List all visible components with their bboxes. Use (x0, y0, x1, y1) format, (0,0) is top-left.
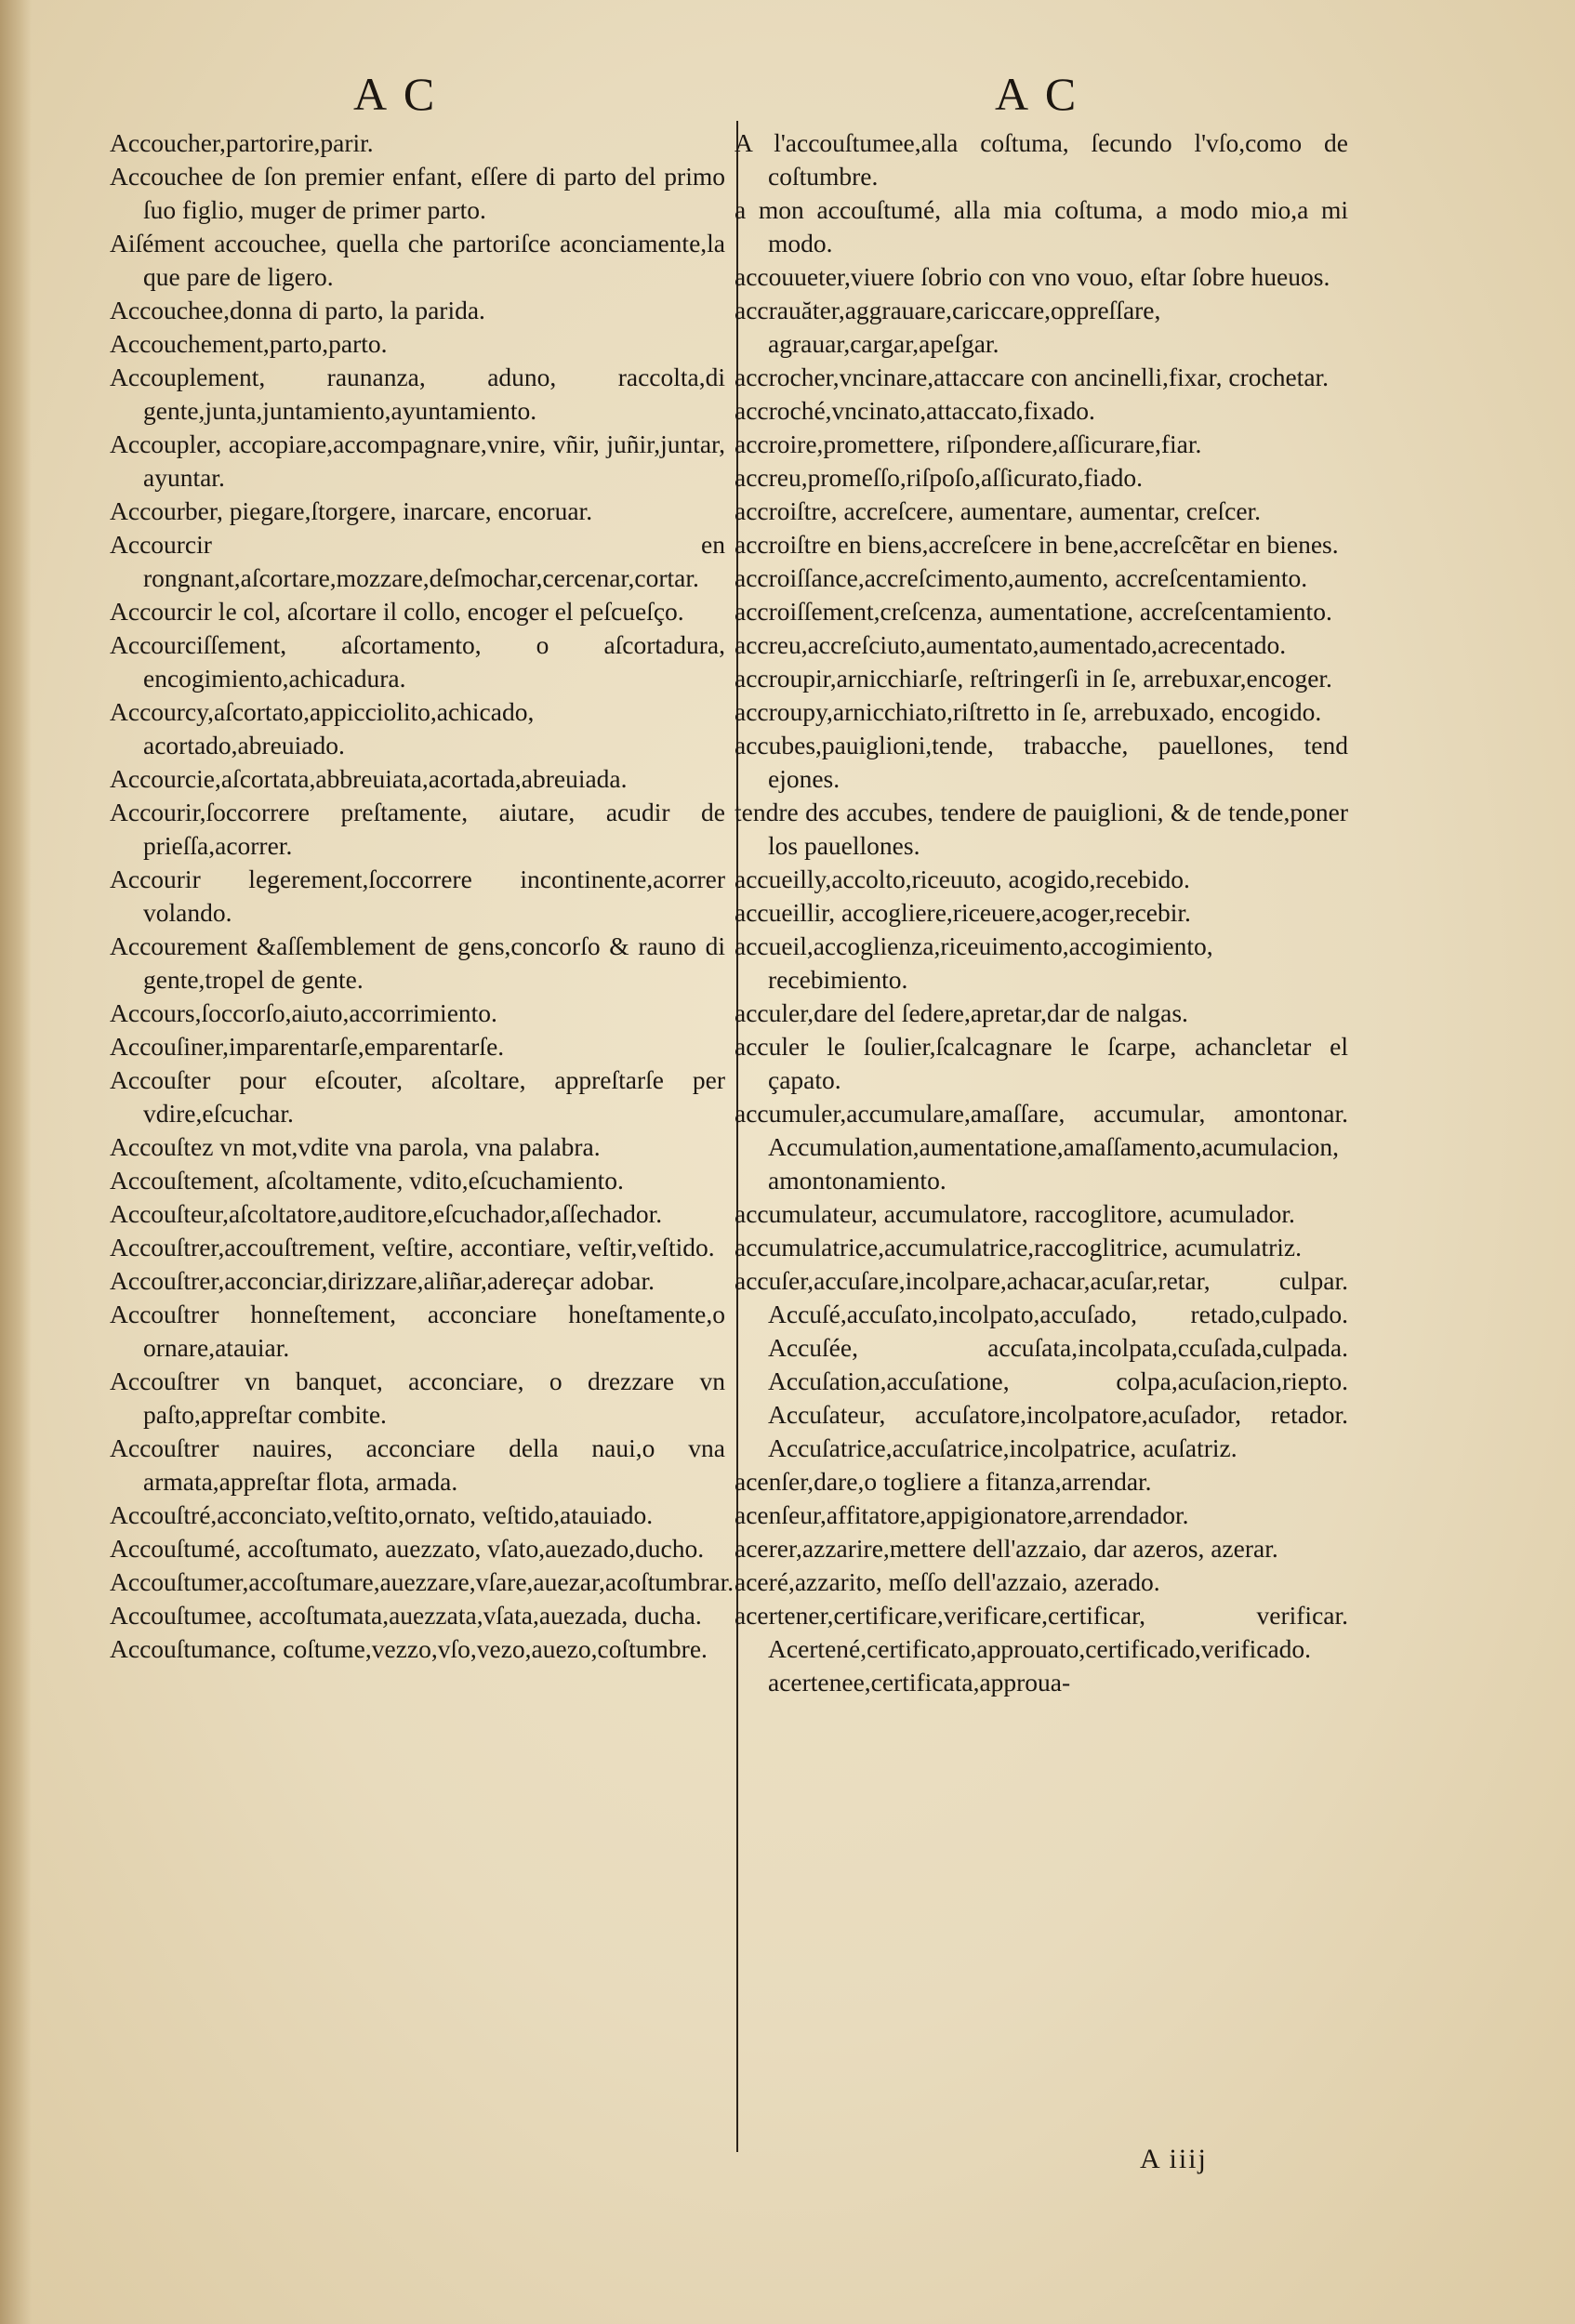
dictionary-entry: accumulateur, accumulatore, raccoglitore, acumulador. (735, 1199, 1295, 1228)
dictionary-entry: accroupir,arnicchiarſe, reſtringerſi in ſe, arrebuxar,encoger. (735, 664, 1332, 693)
dictionary-entry: Accouſteur,aſcoltatore,auditore,eſcuchador,aſſechador. (110, 1199, 663, 1228)
dictionary-entry: Accoucher,partorire,parir. (110, 128, 374, 157)
dictionary-entry: Accouchee de ſon premier enfant, eſſere di parto del primo ſuo figlio, muger de primer parto. (110, 162, 725, 224)
dictionary-entry: tendre des accubes, tendere de pauiglioni, & de tende,poner los pauellones. (735, 798, 1348, 860)
dictionary-entry: acenſer,dare,o togliere a fitanza,arrendar. (735, 1467, 1152, 1496)
left-column (110, 126, 735, 1666)
dictionary-entry: Accouſtumee, accoſtumata,auezzata,vſata,auezada, ducha. (110, 1601, 702, 1630)
dictionary-entry: Accourement &aſſemblement de gens,concorſo & rauno di gente,tropel de gente. (110, 931, 725, 994)
dictionary-entry: accroiſſance,accreſcimento,aumento, accreſcentamiento. (735, 563, 1308, 592)
running-head-left: A C (353, 68, 439, 120)
dictionary-entry: Accouſtrer,accouſtrement, veſtire, accontiare, veſtir,veſtido. (110, 1233, 715, 1261)
dictionary-entry: Accours,ſoccorſo,aiuto,accorrimiento. (110, 998, 497, 1027)
dictionary-entry: accueillir, accogliere,riceuere,acoger,recebir. (735, 898, 1191, 927)
dictionary-entry: accroiſtre, accreſcere, aumentare, aumentar, creſcer. (735, 496, 1262, 525)
dictionary-entry: accrauăter,aggrauare,cariccare,oppreſſare, agrauar,cargar,apeſgar. (735, 296, 1161, 358)
dictionary-entry: accroché,vncinato,attaccato,fixado. (735, 396, 1095, 425)
right-column (735, 126, 1348, 1699)
dictionary-entry: accroire,promettere, riſpondere,aſſicurare,fiar. (735, 429, 1202, 458)
dictionary-entry: aceré,azzarito, meſſo dell'azzaio, azerado. (735, 1567, 1160, 1596)
dictionary-entry: Accouſtrer honneſtement, acconciare honeſtamente,o ornare,atauiar. (110, 1300, 725, 1362)
dictionary-entry: acculer,dare del ſedere,apretar,dar de nalgas. (735, 998, 1188, 1027)
dictionary-entry: A l'accouſtumee,alla coſtuma, ſecundo l'vſo,como de coſtumbre. (735, 128, 1348, 191)
dictionary-entry: Accourcie,aſcortata,abbreuiata,acortada,abreuiada. (110, 764, 628, 793)
dictionary-entry: Accouſtumance, coſtume,vezzo,vſo,vezo,auezo,coſtumbre. (110, 1634, 708, 1663)
dictionary-entry: accueil,accoglienza,riceuimento,accogimiento, recebimiento. (735, 931, 1213, 994)
dictionary-entry: accrocher,vncinare,attaccare con ancinelli,fixar, crochetar. (735, 363, 1330, 391)
page-binding-edge (0, 0, 32, 2324)
dictionary-entry: acenſeur,affitatore,appigionatore,arrendador. (735, 1500, 1189, 1529)
running-head-right: A C (995, 68, 1080, 120)
dictionary-entry: accroupy,arnicchiato,riſtretto in ſe, arrebuxado, encogido. (735, 697, 1322, 726)
dictionary-entry: Accourciſſement, aſcortamento, o aſcortadura, encogimiento,achicadura. (110, 630, 725, 693)
dictionary-entry: Accourir legerement,ſoccorrere incontinente,acorrer volando. (110, 865, 725, 927)
dictionary-entry: accueilly,accolto,riceuuto, acogido,recebido. (735, 865, 1190, 893)
dictionary-entry: acerer,azzarire,mettere dell'azzaio, dar azeros, azerar. (735, 1534, 1278, 1563)
dictionary-entry: accuſer,accuſare,incolpare,achacar,acuſar,retar, culpar. Accuſé,accuſato,incolpato,accuſado, retado,culpado. Accuſée, accuſata,incolpata,ccuſada,culpada. Accuſation,accuſatione, colpa,acuſacion,riepto. Accuſateur, accuſatore,incolpatore,acuſador, retador. Accuſatrice,accuſatrice,incolpatrice, acuſatriz. (735, 1266, 1348, 1462)
dictionary-entry: Accouſtumer,accoſtumare,auezzare,vſare,auezar,acoſtumbrar. (110, 1567, 735, 1596)
dictionary-entry: acculer le ſoulier,ſcalcagnare le ſcarpe, achancletar el çapato. (735, 1032, 1348, 1094)
dictionary-entry: Aiſément accouchee, quella che partoriſce aconciamente,la que pare de ligero. (110, 229, 725, 291)
dictionary-entry: Accourber, piegare,ſtorgere, inarcare, encoruar. (110, 496, 593, 525)
dictionary-entry: accreu,promeſſo,riſpoſo,aſſicurato,fiado. (735, 463, 1144, 492)
dictionary-entry: a mon accouſtumé, alla mia coſtuma, a modo mio,a mi modo. (735, 195, 1348, 257)
dictionary-entry: accumulatrice,accumulatrice,raccoglitrice, acumulatriz. (735, 1233, 1302, 1261)
dictionary-entry: Accouſtrer,acconciar,dirizzare,aliñar,adereçar adobar. (110, 1266, 655, 1295)
dictionary-entry: Accouſtumé, accoſtumato, auezzato, vſato,auezado,ducho. (110, 1534, 705, 1563)
dictionary-entry: accouueter,viuere ſobrio con vno vouo, eſtar ſobre hueuos. (735, 262, 1330, 291)
dictionary-entry: Accourir,ſoccorrere preſtamente, aiutare, acudir de prieſſa,acorrer. (110, 798, 725, 860)
dictionary-entry: Accourcir le col, aſcortare il collo, encoger el peſcueſço. (110, 597, 684, 626)
dictionary-entry: Accouſtement, aſcoltamente, vdito,eſcuchamiento. (110, 1166, 624, 1195)
dictionary-entry: accubes,pauiglioni,tende, trabacche, pauellones, tend ejones. (735, 731, 1348, 793)
dictionary-entry: Accouſtez vn mot,vdite vna parola, vna palabra. (110, 1132, 601, 1161)
dictionary-entry: Accouſtré,acconciato,veſtito,ornato, veſtido,atauiado. (110, 1500, 654, 1529)
dictionary-entry: acertener,certificare,verificare,certificar, verificar. Acertené,certificato,approuato,certificado,verificado. acertenee,certificata,approua- (735, 1601, 1348, 1697)
dictionary-entry: accreu,accreſciuto,aumentato,aumentado,acrecentado. (735, 630, 1287, 659)
dictionary-entry: accroiſſement,creſcenza, aumentatione, accreſcentamiento. (735, 597, 1332, 626)
dictionary-entry: Accourcy,aſcortato,appicciolito,achicado, acortado,abreuiado. (110, 697, 535, 759)
dictionary-entry: accroiſtre en biens,accreſcere in bene,accreſcẽtar en bienes. (735, 530, 1339, 559)
signature-mark: A iiij (1140, 2144, 1208, 2174)
dictionary-entry: Accouſtrer vn banquet, acconciare, o drezzare vn paſto,appreſtar combite. (110, 1367, 725, 1429)
dictionary-entry: Accouchee,donna di parto, la parida. (110, 296, 485, 324)
dictionary-entry: Accoupler, accopiare,accompagnare,vnire, vñir, juñir,juntar, ayuntar. (110, 429, 725, 492)
dictionary-entry: Accouſter pour eſcouter, aſcoltare, appreſtarſe per vdire,eſcuchar. (110, 1065, 725, 1128)
dictionary-entry: Accouplement, raunanza, aduno, raccolta,di gente,junta,juntamiento,ayuntamiento. (110, 363, 725, 425)
dictionary-entry: Accouchement,parto,parto. (110, 329, 388, 358)
dictionary-entry: Accouſiner,imparentarſe,emparentarſe. (110, 1032, 505, 1061)
dictionary-entry: accumuler,accumulare,amaſſare, accumular, amontonar. Accumulation,aumentatione,amaſſamento,acumulacion, amontonamiento. (735, 1099, 1348, 1195)
dictionary-entry: Accourcir en rongnant,aſcortare,mozzare,deſmochar,cercenar,cortar. (110, 530, 725, 592)
dictionary-entry: Accouſtrer nauires, acconciare della naui,o vna armata,appreſtar flota, armada. (110, 1433, 725, 1496)
